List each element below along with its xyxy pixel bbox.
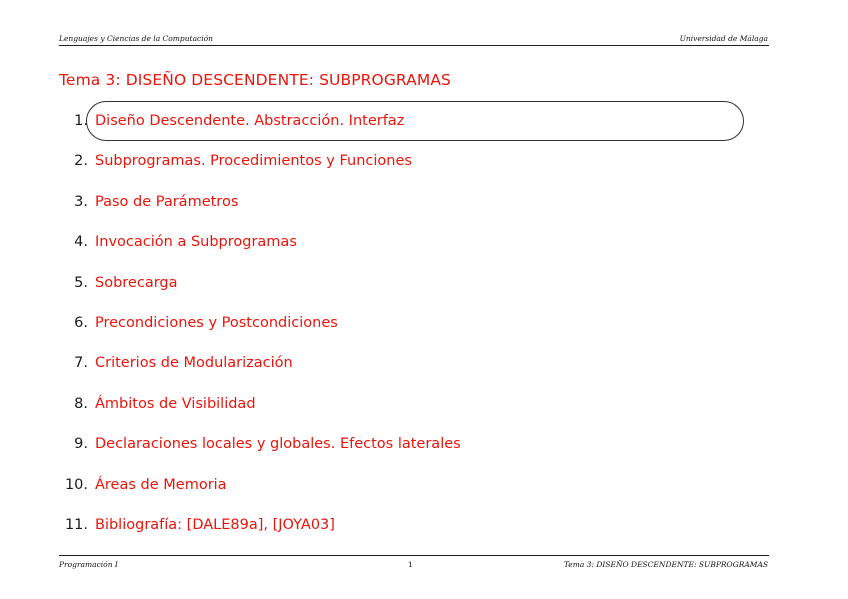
footer-divider — [59, 555, 769, 556]
toc-label: Sobrecarga — [95, 275, 178, 291]
toc-number: 4. — [74, 234, 88, 250]
footer-course: Programación I — [59, 560, 118, 569]
slide-title: Tema 3: DISEÑO DESCENDENTE: SUBPROGRAMAS — [59, 71, 451, 89]
toc-label: Subprogramas. Procedimientos y Funciones — [95, 153, 412, 169]
toc-label: Criterios de Modularización — [95, 355, 293, 371]
footer-topic: Tema 3: DISEÑO DESCENDENTE: SUBPROGRAMAS — [563, 560, 768, 569]
toc-number: 1. — [74, 113, 88, 129]
toc-number: 6. — [74, 315, 88, 331]
toc-number: 10. — [64, 477, 88, 493]
toc-label: Diseño Descendente. Abstracción. Interfaz — [95, 113, 405, 129]
page-number: 1 — [408, 560, 413, 569]
toc-label: Invocación a Subprogramas — [95, 234, 297, 250]
toc-label: Áreas de Memoria — [95, 477, 227, 493]
toc-number: 9. — [74, 436, 88, 452]
toc-number: 2. — [74, 153, 88, 169]
toc-label: Precondiciones y Postcondiciones — [95, 315, 338, 331]
toc-number: 5. — [74, 275, 88, 291]
toc-number: 3. — [74, 194, 88, 210]
header-university: Universidad de Málaga — [679, 34, 768, 43]
toc-label: Paso de Parámetros — [95, 194, 239, 210]
toc-number: 7. — [74, 355, 88, 371]
toc-label: Bibliografía: [DALE89a], [JOYA03] — [95, 517, 335, 533]
toc-number: 11. — [64, 517, 88, 533]
toc-label: Ámbitos de Visibilidad — [95, 396, 256, 412]
toc-number: 8. — [74, 396, 88, 412]
header-course-title: Lenguajes y Ciencias de la Computación — [59, 34, 213, 43]
toc-label: Declaraciones locales y globales. Efectos laterales — [95, 436, 461, 452]
